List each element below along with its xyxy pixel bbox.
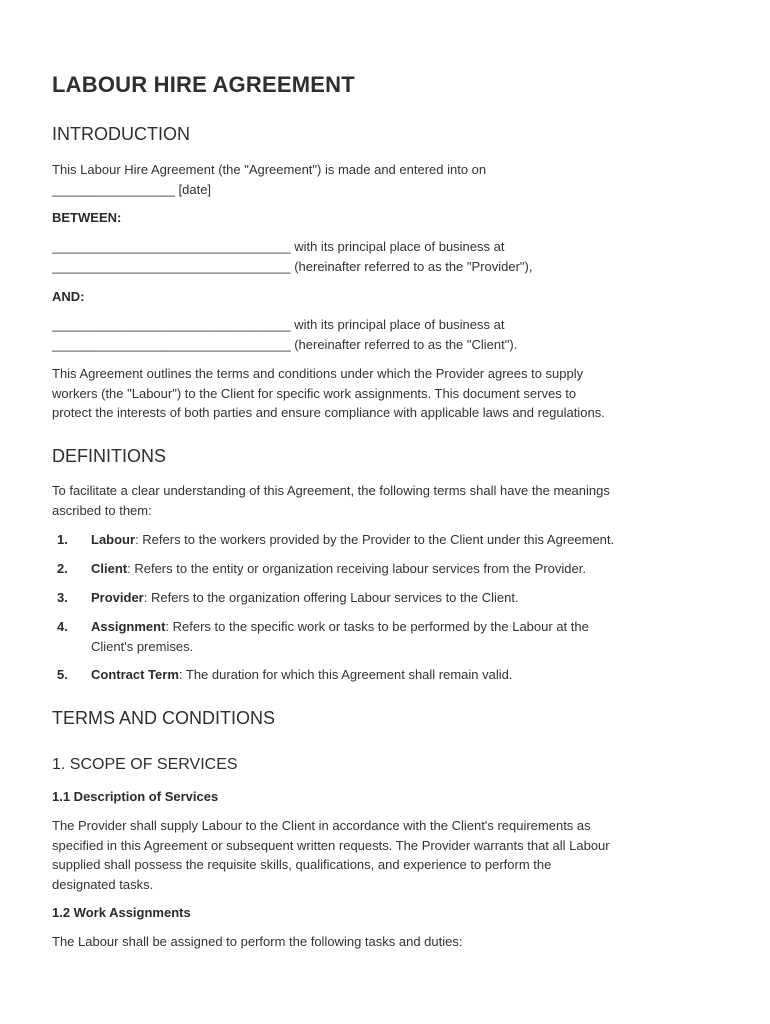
definitions-intro-line: To facilitate a clear understanding of this Agreement, the following terms shall have the meanings bbox=[52, 483, 610, 498]
definition-text: : Refers to the organization offering Labour services to the Client. bbox=[143, 590, 519, 605]
opening-line: This Labour Hire Agreement (the "Agreement") is made and entered into on bbox=[52, 162, 487, 177]
definition-text: : Refers to the entity or organization receiving labour services from the Provider. bbox=[127, 561, 586, 576]
summary-line: workers (the "Labour") to the Client for specific work assignments. This document serves to bbox=[52, 385, 577, 401]
definitions-intro bbox=[52, 481, 724, 520]
summary-line: This Agreement outlines the terms and conditions under which the Provider agrees to supply bbox=[52, 366, 584, 381]
description-of-services-heading: 1.1 Description of Services bbox=[52, 789, 219, 804]
definition-number: 2. bbox=[57, 561, 68, 576]
definition-number: 3. bbox=[57, 590, 68, 605]
definition-term: Provider bbox=[91, 590, 144, 605]
definitions-heading: DEFINITIONS bbox=[52, 446, 167, 466]
work-assignments-paragraph bbox=[52, 932, 724, 952]
client-party-block bbox=[52, 315, 724, 354]
provider-party-block bbox=[52, 237, 724, 276]
description-line: The Provider shall supply Labour to the Client in accordance with the Client's requirements as bbox=[52, 818, 591, 833]
definition-term: Labour bbox=[91, 532, 136, 547]
definition-term: Client bbox=[91, 561, 128, 576]
definition-item-client bbox=[52, 559, 724, 579]
definition-text: : Refers to the specific work or tasks to be performed by the Labour at the bbox=[165, 619, 589, 634]
client-line: _________________________________ with its principal place of business at bbox=[52, 317, 505, 332]
between-label: BETWEEN: bbox=[52, 210, 122, 225]
opening-paragraph bbox=[52, 160, 724, 199]
definition-term: Contract Term bbox=[91, 667, 179, 682]
summary-line: protect the interests of both parties and ensure compliance with applicable laws and regulations. bbox=[52, 405, 605, 420]
definition-item-contract-term bbox=[52, 665, 724, 685]
scope-of-services-heading: 1. SCOPE OF SERVICES bbox=[52, 756, 238, 773]
description-line: designated tasks. bbox=[52, 876, 154, 892]
terms-heading: TERMS AND CONDITIONS bbox=[52, 708, 276, 728]
definition-number: 1. bbox=[57, 532, 68, 547]
introduction-heading: INTRODUCTION bbox=[52, 124, 190, 144]
definition-number: 4. bbox=[57, 619, 68, 634]
work-assignments-line: The Labour shall be assigned to perform the following tasks and duties: bbox=[52, 934, 463, 949]
date-blank-line: _________________ [date] bbox=[52, 181, 212, 197]
and-label: AND: bbox=[52, 289, 85, 304]
definition-text: : The duration for which this Agreement shall remain valid. bbox=[178, 667, 513, 682]
definition-number: 5. bbox=[57, 667, 68, 682]
description-of-services-paragraph bbox=[52, 816, 724, 894]
agreement-summary-paragraph bbox=[52, 364, 724, 423]
provider-line: _________________________________ with its principal place of business at bbox=[52, 239, 505, 254]
definitions-intro-line: ascribed to them: bbox=[52, 502, 152, 518]
definition-term: Assignment bbox=[91, 619, 166, 634]
definition-item-labour bbox=[52, 530, 724, 550]
description-line: supplied shall possess the requisite skills, qualifications, and experience to perform the bbox=[52, 857, 552, 872]
description-line: specified in this Agreement or subsequent written requests. The Provider warrants that all Labour bbox=[52, 837, 610, 853]
definition-item-assignment bbox=[52, 617, 724, 656]
client-line: _________________________________ (hereinafter referred to as the "Client"). bbox=[52, 336, 518, 352]
work-assignments-heading: 1.2 Work Assignments bbox=[52, 905, 191, 920]
definition-text-continued: Client's premises. bbox=[91, 638, 194, 654]
definition-text: : Refers to the workers provided by the Provider to the Client under this Agreement. bbox=[135, 532, 615, 547]
definition-item-provider bbox=[52, 588, 724, 608]
document-title: LABOUR HIRE AGREEMENT bbox=[52, 72, 355, 97]
provider-line: _________________________________ (hereinafter referred to as the "Provider"), bbox=[52, 258, 533, 274]
